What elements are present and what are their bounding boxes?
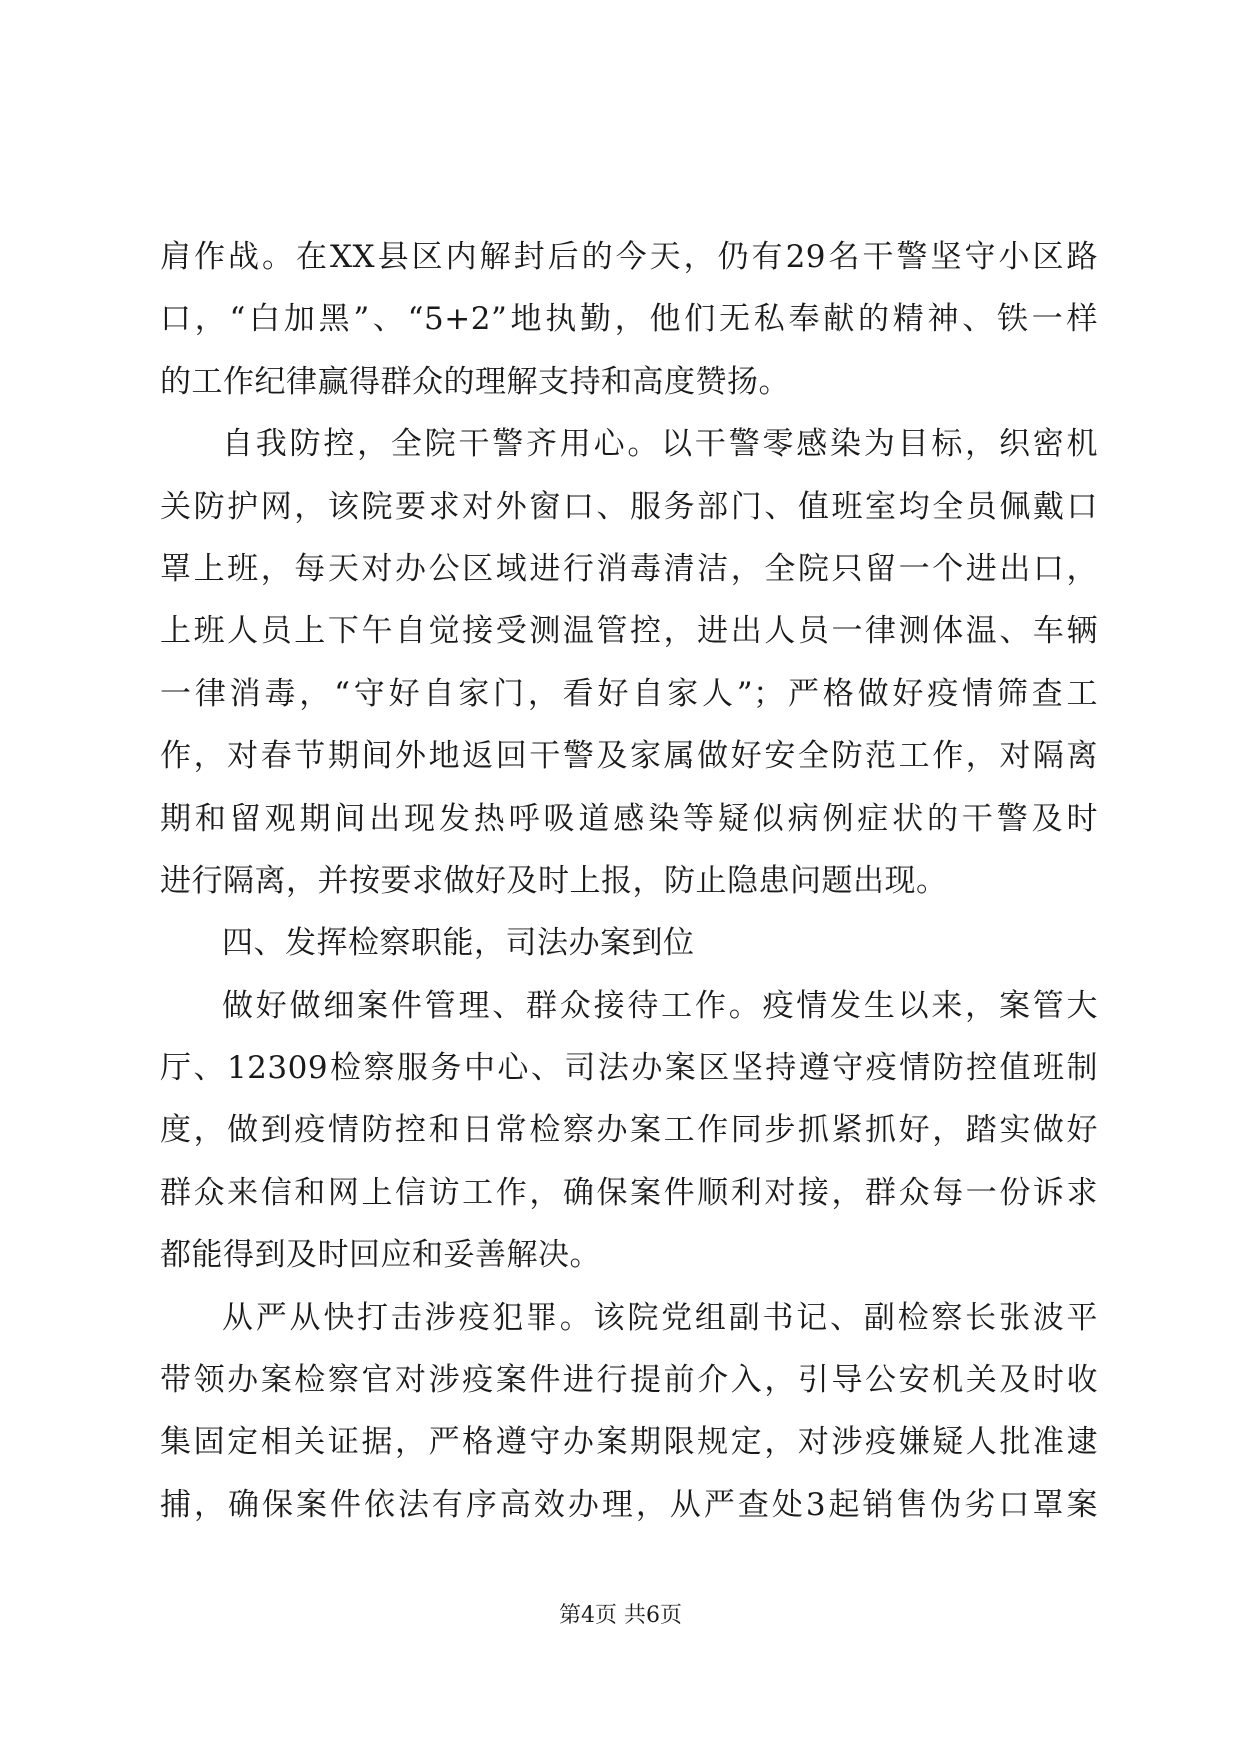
text-line: 带领办案检察官对涉疫案件进行提前介入，引导公安机关及时收	[160, 1362, 1098, 1399]
text-line: 的工作纪律赢得群众的理解支持和高度赞扬。	[160, 363, 790, 400]
text-line: 关防护网，该院要求对外窗口、服务部门、值班室均全员佩戴口	[160, 488, 1098, 525]
text-line: 集固定相关证据，严格遵守办案期限规定，对涉疫嫌疑人批准逮	[160, 1424, 1098, 1461]
text-line: 捕，确保案件依法有序高效办理，从严查处3起销售伪劣口罩案	[160, 1486, 1098, 1523]
text-line: 一律消毒，“守好自家门，看好自家人”；严格做好疫情筛查工	[160, 675, 1098, 712]
text-line: 厅、12309检察服务中心、司法办案区坚持遵守疫情防控值班制	[160, 1050, 1098, 1087]
paragraph-start-line: 做好做细案件管理、群众接待工作。疫情发生以来，案管大	[222, 987, 1098, 1024]
page-footer	[0, 1598, 1241, 1629]
page-number: 第4页 共6页	[559, 1603, 682, 1628]
text-line: 都能得到及时回应和妥善解决。	[160, 1237, 601, 1274]
text-line: 度，做到疫情防控和日常检察办案工作同步抓紧抓好，踏实做好	[160, 1112, 1098, 1149]
text-line: 肩作战。在XX县区内解封后的今天，仍有29名干警坚守小区路	[160, 239, 1098, 275]
text-line: 上班人员上下午自觉接受测温管控，进出人员一律测体温、车辆	[160, 613, 1098, 650]
paragraph-start-line: 从严从快打击涉疫犯罪。该院党组副书记、副检察长张波平	[222, 1299, 1098, 1336]
text-line: 罩上班，每天对办公区域进行消毒清洁，全院只留一个进出口，	[160, 550, 1098, 587]
text-line: 期和留观期间出现发热呼吸道感染等疑似病例症状的干警及时	[160, 800, 1098, 837]
text-line: 作，对春节期间外地返回干警及家属做好安全防范工作，对隔离	[160, 738, 1098, 775]
text-line: 群众来信和网上信访工作，确保案件顺利对接，群众每一份诉求	[160, 1174, 1098, 1211]
text-line: 口，“白加黑”、“5+2”地执勤，他们无私奉献的精神、铁一样	[160, 301, 1098, 338]
document-body	[160, 226, 1098, 1536]
paragraph-start-line: 自我防控，全院干警齐用心。以干警零感染为目标，织密机	[222, 426, 1098, 463]
text-line: 进行隔离，并按要求做好及时上报，防止隐患问题出现。	[160, 862, 948, 899]
section-heading: 四、发挥检察职能，司法办案到位	[222, 925, 695, 962]
